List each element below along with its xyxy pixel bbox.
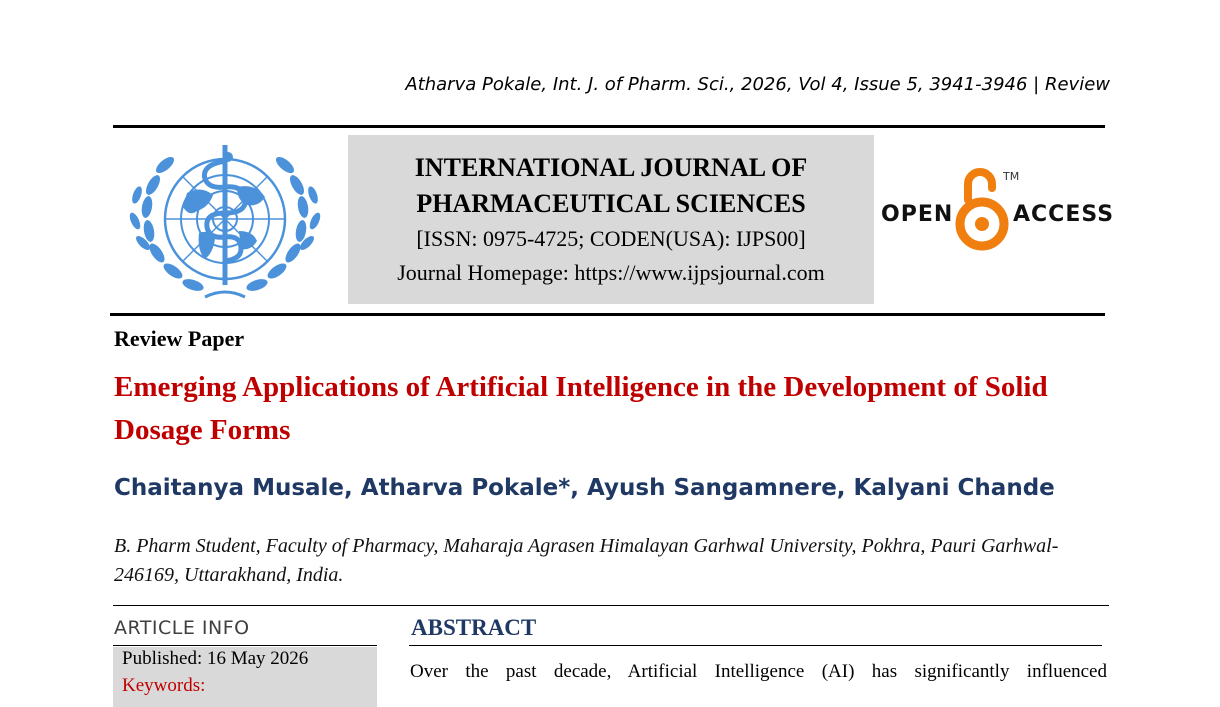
journal-title-line2: PHARMACEUTICAL SCIENCES — [416, 189, 806, 218]
open-access-word-access: ACCESS — [1013, 202, 1115, 227]
paper-type-label: Review Paper — [114, 326, 245, 351]
open-access-lock-icon — [954, 166, 1010, 252]
open-access-word-open: OPEN — [881, 202, 954, 227]
header-bottom-rule — [110, 313, 1105, 316]
published-date: Published: 16 May 2026 — [122, 648, 309, 669]
journal-title-line1: INTERNATIONAL JOURNAL OF — [414, 153, 808, 182]
open-access-trademark: TM — [1003, 170, 1020, 183]
article-info-heading: ARTICLE INFO — [114, 617, 250, 639]
abstract-heading: ABSTRACT — [411, 615, 537, 640]
section-divider — [113, 605, 1109, 606]
paper-authors: Chaitanya Musale, Atharva Pokale*, Ayush Sangamnere, Kalyani Chande — [114, 475, 1055, 501]
author-affiliation: B. Pharm Student, Faculty of Pharmacy, Maharaja Agrasen Himalayan Garhwal University, Pokhra, Pauri Garhwal-246169, Uttarakhand, India. — [114, 535, 1059, 586]
abstract-rule — [409, 645, 1102, 646]
journal-issn: [ISSN: 0975-4725; CODEN(USA): IJPS00] — [416, 226, 806, 251]
paper-title: Emerging Applications of Artificial Intelligence in the Development of Solid Dosage Forms — [114, 371, 1048, 446]
abstract-text: Over the past decade, Artificial Intelligence (AI) has significantly influenced — [410, 661, 1107, 682]
journal-homepage[interactable]: Journal Homepage: https://www.ijpsjournal.com — [397, 260, 825, 285]
un-emblem-logo — [127, 141, 323, 307]
journal-masthead — [348, 135, 874, 304]
header-top-rule — [113, 125, 1105, 128]
citation-header: Atharva Pokale, Int. J. of Pharm. Sci., 2026, Vol 4, Issue 5, 3941-3946 | Review — [405, 74, 1110, 95]
keywords-label: Keywords: — [122, 675, 206, 696]
article-info-rule — [113, 645, 377, 646]
